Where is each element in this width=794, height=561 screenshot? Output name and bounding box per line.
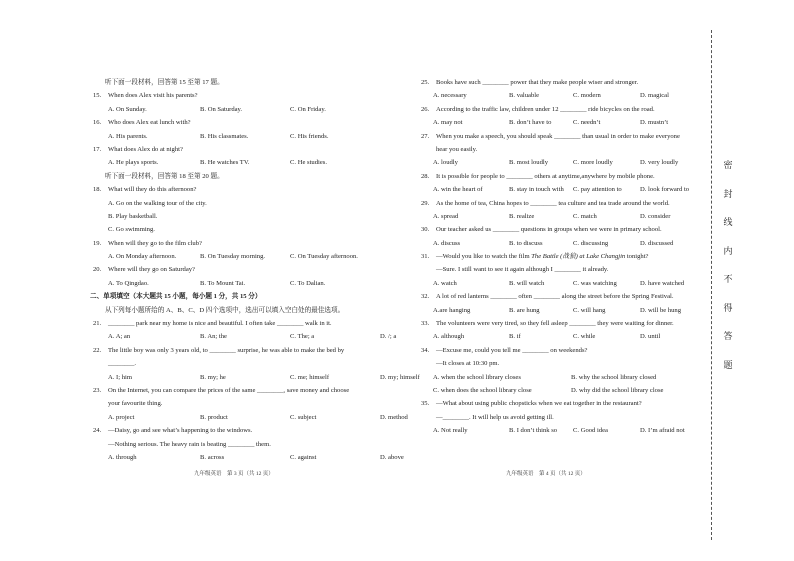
question-line	[90, 143, 390, 156]
continuation-text: ________.	[108, 360, 137, 368]
answer-option: D. my; himself	[380, 373, 420, 381]
answer-option: B. On Saturday.	[200, 105, 243, 113]
answer-option: A. project	[108, 413, 135, 421]
question-line	[90, 116, 390, 129]
options-row	[418, 384, 718, 397]
page-footer-left: 九年级英语 第 3 页（共 12 页）	[194, 471, 274, 477]
question-text: When you make a speech, you should speak ________ than usual in order to make everyone	[436, 132, 680, 140]
options-row	[90, 411, 408, 424]
answer-option: A. On Sunday.	[108, 105, 147, 113]
answer-option: C. against	[290, 453, 317, 461]
question-line	[90, 89, 390, 102]
question-text: What will they do this afternoon?	[108, 186, 197, 194]
question-text: The volunteers were very tired, so they fell asleep ________ they were waiting for dinner.	[436, 320, 674, 328]
continuation-text: B. Play basketball.	[108, 212, 158, 220]
question-line	[418, 170, 718, 183]
continuation-text: —It closes at 10:30 pm.	[436, 360, 500, 368]
question-text: —Excuse me, could you tell me ________ on weekends?	[436, 346, 588, 354]
question-text: Who does Alex eat lunch with?	[108, 119, 191, 127]
answer-option: C. will hang	[573, 306, 606, 314]
question-line	[418, 130, 718, 143]
answer-option: C. He studies.	[290, 159, 327, 167]
answer-option: B. valuable	[509, 92, 540, 100]
answer-option: C. needn’t	[573, 119, 601, 127]
answer-option: C. pay attention to	[573, 186, 622, 194]
answer-option: A. A; an	[108, 333, 131, 341]
seal-dashed-line	[711, 30, 712, 540]
question-text: A lot of red lanterns ________ often ________ along the street before the Spring Festival.	[436, 293, 674, 301]
question-number: 31.	[421, 253, 430, 261]
options-row	[418, 156, 718, 169]
answer-option: A. when the school library closes	[433, 373, 521, 381]
question-text: When will they go to the film club?	[108, 239, 202, 247]
question-number: 26.	[421, 105, 430, 113]
question-line	[418, 344, 718, 357]
options-row	[90, 277, 390, 290]
question-continuation	[418, 411, 718, 424]
answer-option: A. win the heart of	[433, 186, 483, 194]
answer-option: D. consider	[640, 212, 671, 220]
question-line	[418, 317, 718, 330]
options-row	[418, 371, 718, 384]
continuation-text: your favourite thing.	[108, 400, 163, 408]
continuation-text: —Sure. I still want to see it again although I ________ it already.	[436, 266, 609, 274]
question-continuation	[90, 438, 390, 451]
answer-option: C. To Dalian.	[290, 279, 326, 287]
options-row	[90, 250, 390, 263]
options-row	[90, 451, 404, 464]
answer-option: B. product	[200, 413, 228, 421]
answer-option: B. stay in touch with	[509, 186, 564, 194]
seal-char: 封	[723, 188, 733, 199]
answer-option: D. /; a	[380, 333, 397, 341]
answer-option: D. mustn’t	[640, 119, 669, 127]
seal-char: 得	[723, 302, 733, 313]
answer-option: C. more loudly	[573, 159, 613, 167]
section-title: 二、单项填空（本大题共 15 小题，每小题 1 分，共 15 分）	[90, 293, 262, 301]
question-number: 20.	[93, 266, 102, 274]
question-line	[90, 384, 390, 397]
answer-option: B. I don’t think so	[509, 427, 558, 435]
question-line	[90, 263, 390, 276]
answer-option: D. method	[380, 413, 408, 421]
question-line	[418, 76, 718, 89]
answer-option: B. to discuss	[509, 239, 543, 247]
answer-option: D. have watched	[640, 279, 685, 287]
right-column	[418, 76, 718, 438]
question-continuation	[90, 357, 390, 370]
options-row	[418, 277, 718, 290]
question-continuation	[418, 357, 718, 370]
question-continuation	[90, 197, 390, 210]
question-number: 18.	[93, 186, 102, 194]
question-text-pre: —Would you like to watch the film	[436, 253, 532, 261]
answer-option: A. through	[108, 453, 137, 461]
seal-char: 答	[723, 331, 733, 341]
instruction-text: 从下列每小题所给的 A、B、C、D 四个选项中，选出可以填入空白处的最佳选项。	[105, 306, 345, 314]
options-row	[90, 130, 390, 143]
question-line	[418, 223, 718, 236]
answer-option: A. Not really	[433, 427, 468, 435]
question-number: 23.	[93, 386, 102, 394]
answer-option: C. On Friday.	[290, 105, 326, 113]
question-number: 32.	[421, 293, 430, 301]
options-row	[418, 237, 718, 250]
question-continuation	[418, 143, 718, 156]
answer-option: B. don’t have to	[509, 119, 552, 127]
options-row	[90, 156, 390, 169]
answer-option: C. subject	[290, 413, 317, 421]
question-number: 35.	[421, 400, 430, 408]
answer-option: C. modern	[573, 92, 601, 100]
question-number: 30.	[421, 226, 430, 234]
instruction-text: 听下面一段材料，回答第 15 至第 17 题。	[105, 79, 224, 86]
seal-char: 不	[723, 274, 733, 284]
question-text: Where will they go on Saturday?	[108, 266, 195, 274]
question-line	[418, 197, 718, 210]
answer-option: C. was watching	[573, 279, 617, 287]
answer-option: B. He watches TV.	[200, 159, 250, 167]
options-row	[418, 330, 718, 343]
options-row	[418, 304, 718, 317]
question-text	[436, 250, 648, 263]
seal-char: 密	[723, 160, 733, 170]
film-title: The Battle (战狼) at Lake Changjin	[531, 253, 626, 261]
answer-option: B. why the school library closed	[571, 373, 657, 381]
question-text: —Daisy, go and see what’s happening to the windows.	[108, 427, 253, 435]
question-number: 25.	[421, 79, 430, 86]
answer-option: B. An; the	[200, 333, 227, 341]
answer-option: A. His parents.	[108, 132, 148, 140]
answer-option: B. are hung	[509, 306, 540, 314]
answer-option: C. On Tuesday afternoon.	[290, 253, 358, 261]
answer-option: B. will watch	[509, 279, 545, 287]
answer-option: B. His classmates.	[200, 132, 249, 140]
answer-option: B. if	[509, 333, 521, 341]
answer-option: A. watch	[433, 279, 457, 287]
answer-option: A. spread	[433, 212, 459, 220]
question-continuation	[90, 397, 390, 410]
question-text: ________ park near my home is nice and beautiful. I often take ________ walk in it.	[108, 320, 332, 328]
page-footer-right: 九年级英语 第 4 页（共 12 页）	[506, 471, 586, 477]
options-row	[418, 116, 718, 129]
question-text: On the Internet, you can compare the prices of the same ________, save money and choose	[108, 386, 350, 394]
answer-option: A. although	[433, 333, 465, 341]
question-continuation	[90, 210, 390, 223]
answer-option: C. match	[573, 212, 597, 220]
continuation-text: hear you easily.	[436, 145, 478, 153]
answer-option: C. me; himself	[290, 373, 330, 381]
question-text: Books have such ________ power that they make people wiser and stronger.	[436, 79, 639, 86]
question-text-post: tonight?	[625, 253, 649, 261]
answer-option: B. On Tuesday morning.	[200, 253, 266, 261]
answer-option: D. why did the school library close	[571, 386, 664, 394]
answer-option: A. necessary	[433, 92, 467, 100]
question-number: 17.	[93, 145, 102, 153]
question-text: The little boy was only 3 years old, to ________ surprise, he was able to make the bed by	[108, 346, 345, 354]
instruction-line	[90, 304, 390, 317]
instruction-line	[90, 76, 390, 89]
question-line	[90, 237, 390, 250]
answer-option: D. until	[640, 333, 661, 341]
question-line	[90, 344, 390, 357]
question-line	[90, 317, 390, 330]
instruction-line	[90, 170, 390, 183]
answer-option: C. when does the school library close	[433, 386, 532, 394]
seal-notice	[721, 158, 735, 386]
question-number: 15.	[93, 92, 102, 100]
continuation-text: A. Go on the walking tour of the city.	[108, 199, 207, 207]
question-number: 34.	[421, 346, 430, 354]
answer-option: D. look forward to	[640, 186, 690, 194]
question-line	[418, 290, 718, 303]
answer-option: B. realize	[509, 212, 535, 220]
answer-option: B. To Mount Tai.	[200, 279, 246, 287]
question-number: 27.	[421, 132, 430, 140]
seal-char: 题	[723, 359, 733, 370]
question-number: 28.	[421, 172, 430, 180]
seal-char: 线	[723, 217, 733, 227]
question-text: —What about using public chopsticks when we eat together in the restaurant?	[436, 400, 642, 408]
question-text: When does Alex visit his parents?	[108, 92, 198, 100]
answer-option: D. magical	[640, 92, 669, 100]
answer-option: A. On Monday afternoon.	[108, 253, 177, 261]
question-number: 29.	[421, 199, 430, 207]
answer-option: B. across	[200, 453, 225, 461]
left-column	[90, 76, 420, 464]
answer-option: C. His friends.	[290, 132, 329, 140]
question-line	[90, 183, 390, 196]
options-row	[90, 371, 420, 384]
question-line	[418, 250, 718, 263]
answer-option: C. while	[573, 333, 596, 341]
section-heading	[90, 290, 390, 303]
question-continuation	[418, 263, 718, 276]
question-number: 24.	[93, 427, 102, 435]
answer-option: C. The; a	[290, 333, 315, 341]
question-text: It is possible for people to ________ others at anytime,anywhere by mobile phone.	[436, 172, 655, 180]
question-text: Our teacher asked us ________ questions in groups when we were in primary school.	[436, 226, 662, 234]
question-number: 21.	[93, 320, 102, 328]
answer-option: A. discuss	[433, 239, 461, 247]
question-text: According to the traffic law, children under 12 ________ ride bicycles on the road.	[436, 105, 655, 113]
question-number: 19.	[93, 239, 102, 247]
question-number: 16.	[93, 119, 102, 127]
answer-option: A. He plays sports.	[108, 159, 159, 167]
question-line	[418, 397, 718, 410]
seal-char: 内	[723, 245, 733, 256]
answer-option: C. discussing	[573, 239, 609, 247]
continuation-text: —________. It will help us avoid getting ill.	[436, 413, 554, 421]
answer-option: D. I’m afraid not	[640, 427, 685, 435]
answer-option: A. I; him	[108, 373, 132, 381]
answer-option: A. may not	[433, 119, 463, 127]
options-row	[418, 89, 718, 102]
question-text: What does Alex do at night?	[108, 145, 183, 153]
answer-option: A.are hanging	[433, 306, 471, 314]
answer-option: D. above	[380, 453, 404, 461]
answer-option: B. most loudly	[509, 159, 549, 167]
question-line	[418, 103, 718, 116]
answer-option: B. my; he	[200, 373, 226, 381]
answer-option: C. Good idea	[573, 427, 608, 435]
question-continuation	[90, 223, 390, 236]
question-number: 22.	[93, 346, 102, 354]
question-text: As the home of tea, China hopes to ________ tea culture and tea trade around the world.	[436, 199, 670, 207]
question-number: 33.	[421, 320, 430, 328]
answer-option: D. very loudly	[640, 159, 679, 167]
answer-option: A. To Qingdao.	[108, 279, 149, 287]
options-row	[418, 210, 718, 223]
options-row	[90, 330, 397, 343]
options-row	[90, 103, 390, 116]
question-line	[90, 424, 390, 437]
options-row	[418, 183, 718, 196]
continuation-text: C. Go swimming.	[108, 226, 155, 234]
continuation-text: —Nothing serious. The heavy rain is beating ________ them.	[108, 440, 271, 448]
answer-option: D. will be hung	[640, 306, 682, 314]
options-row	[418, 424, 718, 437]
instruction-text: 听下面一段材料，回答第 18 至第 20 题。	[105, 172, 224, 180]
answer-option: A. loudly	[433, 159, 458, 167]
answer-option: D. discussed	[640, 239, 674, 247]
